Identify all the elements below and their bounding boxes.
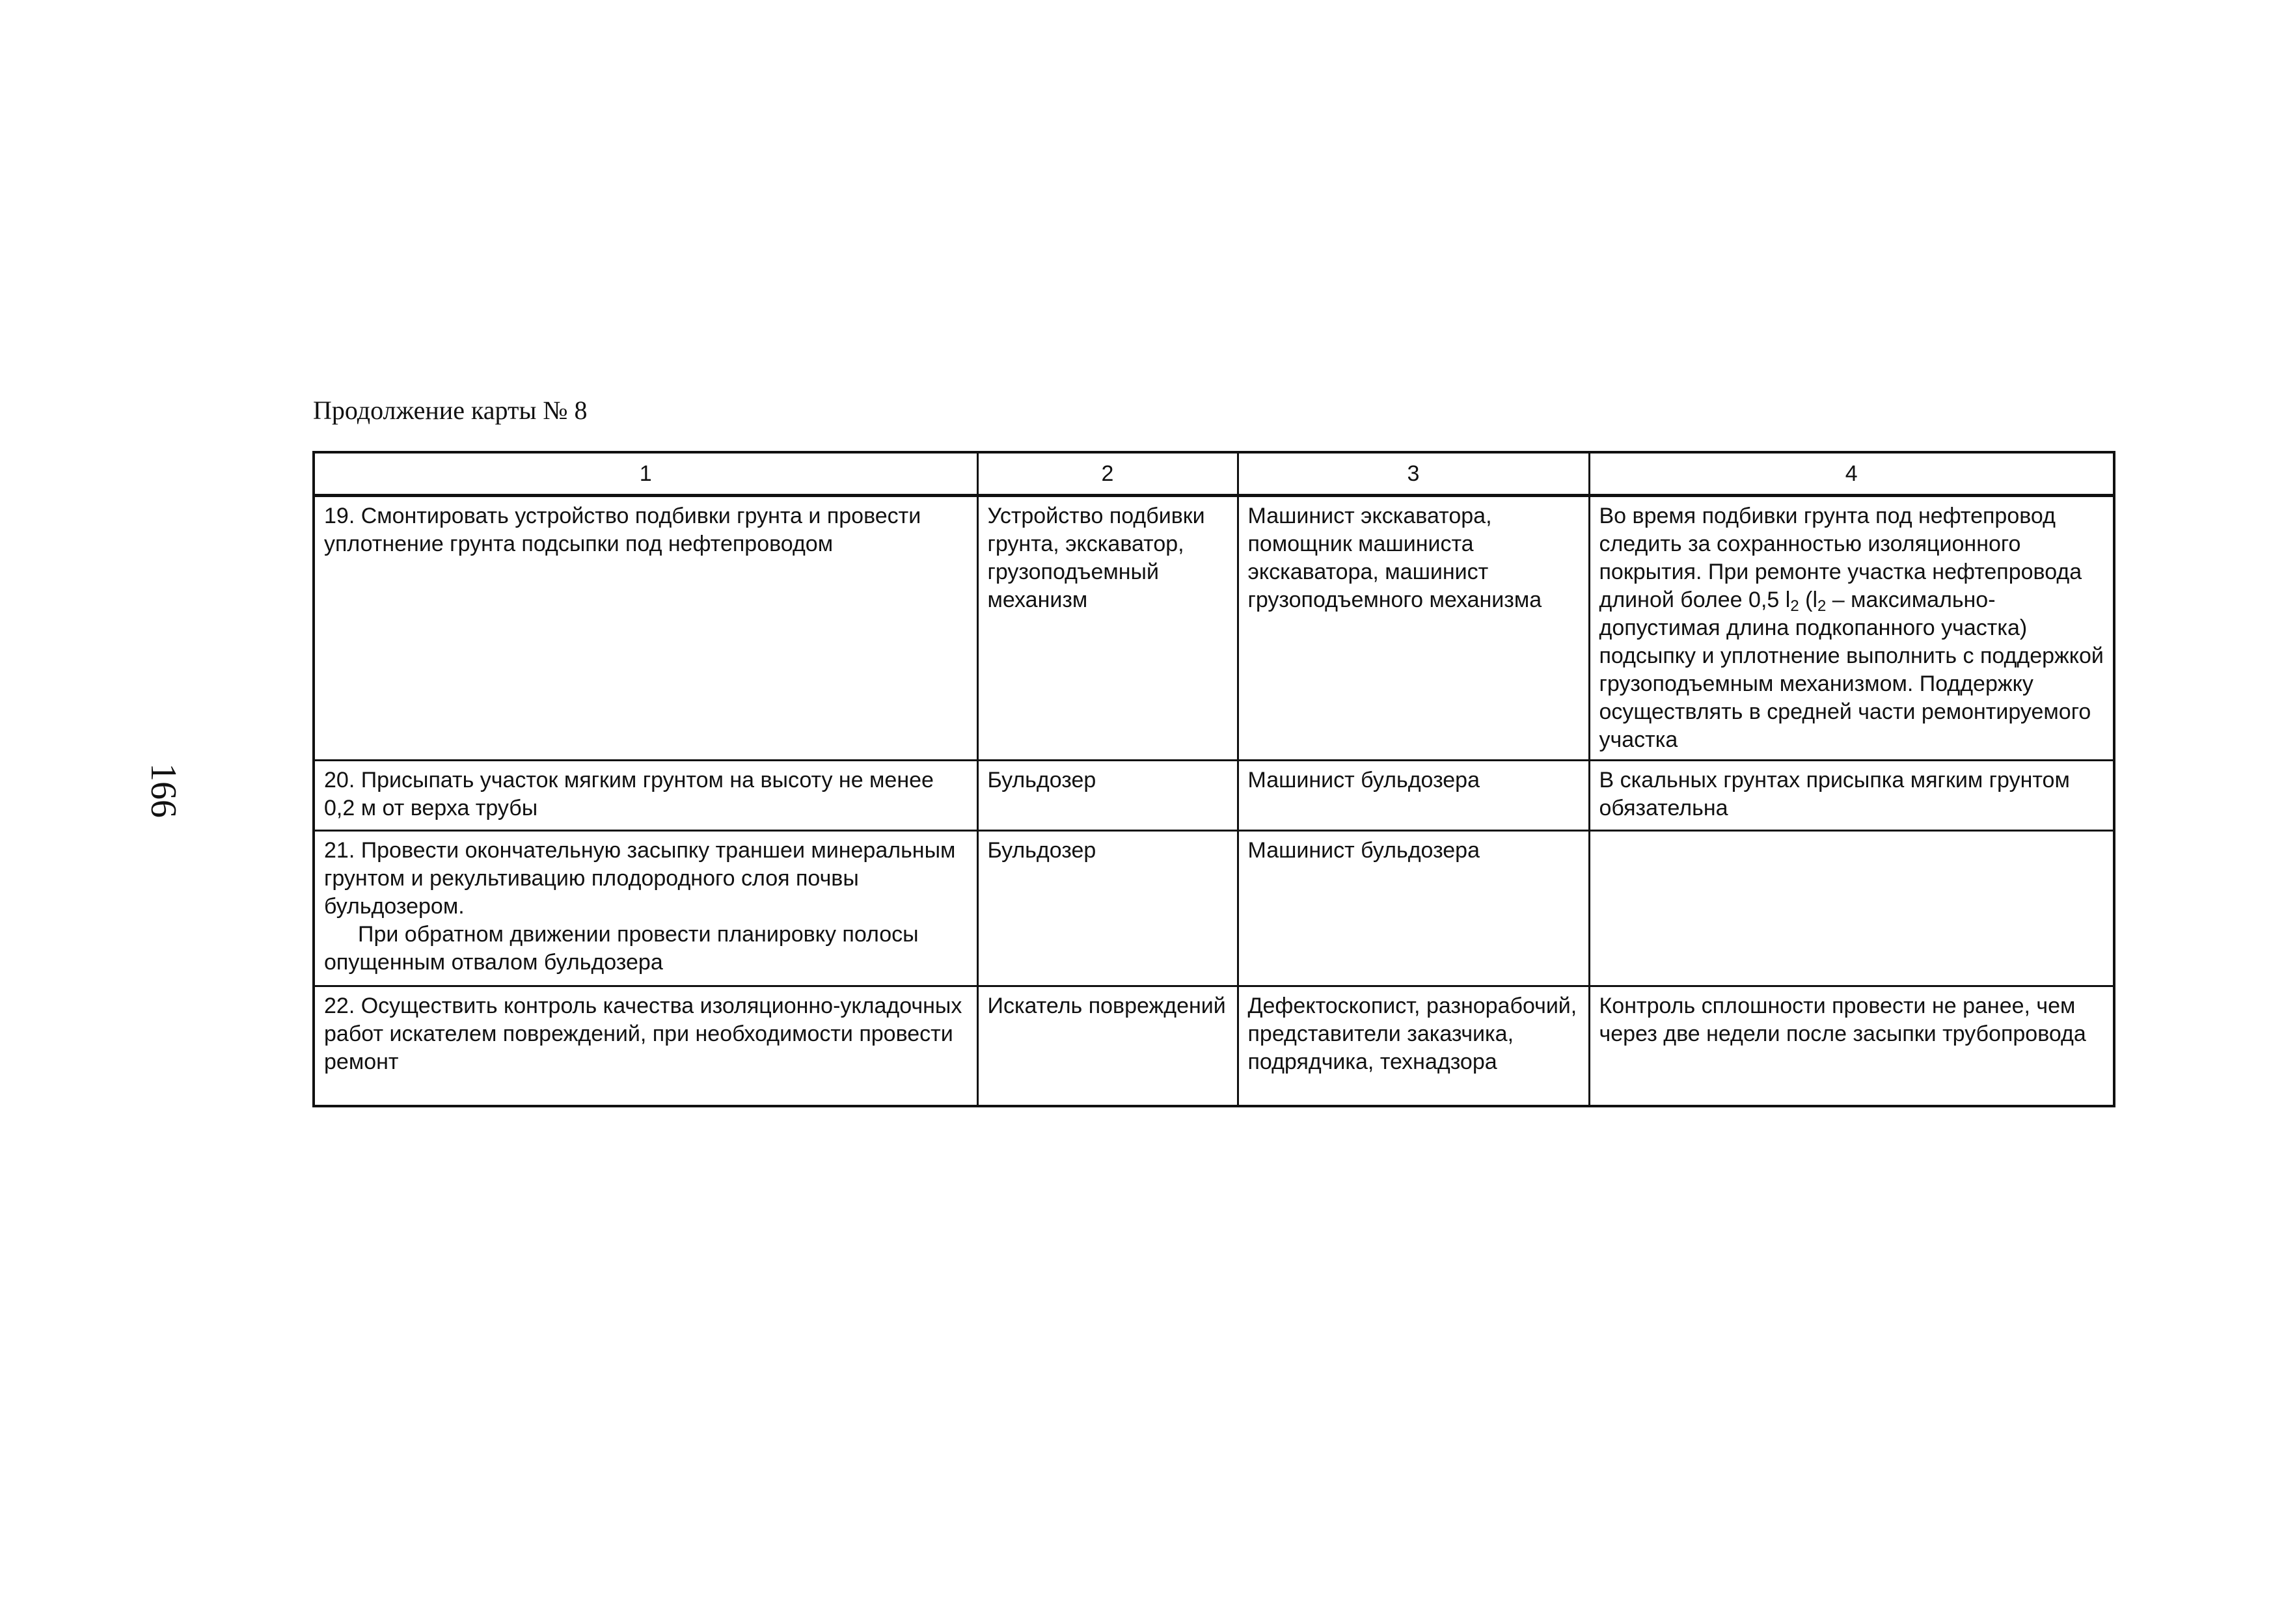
table-header bbox=[314, 452, 2114, 496]
header-col-2: 2 bbox=[977, 452, 1238, 496]
personnel-cell: Машинист бульдозера bbox=[1238, 831, 1589, 986]
operation-cell: 19. Смонтировать устройство подбивки грунта и провести уплотнение грунта подсыпки под нефтепроводом bbox=[314, 496, 977, 761]
technology-table bbox=[312, 451, 2115, 1107]
operation-cell: 20. Присыпать участок мягким грунтом на высоту не менее 0,2 м от верха трубы bbox=[314, 761, 977, 831]
table-row bbox=[314, 831, 2114, 986]
operation-text: 21. Провести окончательную засыпку траншеи минеральным грунтом и рекультивацию плодородного слоя почвы бульдозером. bbox=[324, 838, 956, 919]
table-row bbox=[314, 496, 2114, 761]
table-caption: Продолжение карты № 8 bbox=[313, 396, 588, 425]
equipment-cell: Искатель повреждений bbox=[977, 986, 1238, 1107]
table-body bbox=[314, 496, 2114, 1107]
table-row bbox=[314, 761, 2114, 831]
operation-text-extra: При обратном движении провести планировку полосы опущенным отвалом бульдозера bbox=[324, 922, 919, 975]
operation-cell: 22. Осуществить контроль качества изоляционно-укладочных работ искателем повреждений, при необходимости провести ремонт bbox=[314, 986, 977, 1107]
notes-text: (l bbox=[1799, 588, 1817, 612]
equipment-cell: Бульдозер bbox=[977, 831, 1238, 986]
notes-text: Во время подбивки грунта под нефтепровод следить за сохранностью изоляционного покрытия. При ремонте участка нефтепровода длиной более 0,5 l bbox=[1599, 504, 2082, 612]
equipment-cell: Бульдозер bbox=[977, 761, 1238, 831]
header-col-4: 4 bbox=[1589, 452, 2114, 496]
table-row bbox=[314, 986, 2114, 1107]
notes-cell: В скальных грунтах присыпка мягким грунтом обязательна bbox=[1589, 761, 2114, 831]
operation-cell bbox=[314, 831, 977, 986]
header-col-3: 3 bbox=[1238, 452, 1589, 496]
header-row bbox=[314, 452, 2114, 496]
notes-text: – максимально-допустимая длина подкопанного участка) подсыпку и уплотнение выполнить с поддержкой грузоподъемным механизмом. Поддержку осуществлять в средней части ремонтируемого участка bbox=[1599, 588, 2104, 752]
page-number: 166 bbox=[143, 763, 184, 818]
header-col-1: 1 bbox=[314, 452, 977, 496]
personnel-cell: Машинист экскаватора, помощник машиниста экскаватора, машинист грузоподъемного механизма bbox=[1238, 496, 1589, 761]
notes-cell: Контроль сплошности провести не ранее, чем через две недели после засыпки трубопровода bbox=[1589, 986, 2114, 1107]
subscript-index: 2 bbox=[1790, 597, 1799, 615]
personnel-cell: Дефектоскопист, разнорабочий, представители заказчика, подрядчика, технадзора bbox=[1238, 986, 1589, 1107]
equipment-cell: Устройство подбивки грунта, экскаватор, грузоподъемный механизм bbox=[977, 496, 1238, 761]
notes-cell bbox=[1589, 831, 2114, 986]
subscript-index: 2 bbox=[1817, 597, 1827, 615]
notes-cell bbox=[1589, 496, 2114, 761]
personnel-cell: Машинист бульдозера bbox=[1238, 761, 1589, 831]
